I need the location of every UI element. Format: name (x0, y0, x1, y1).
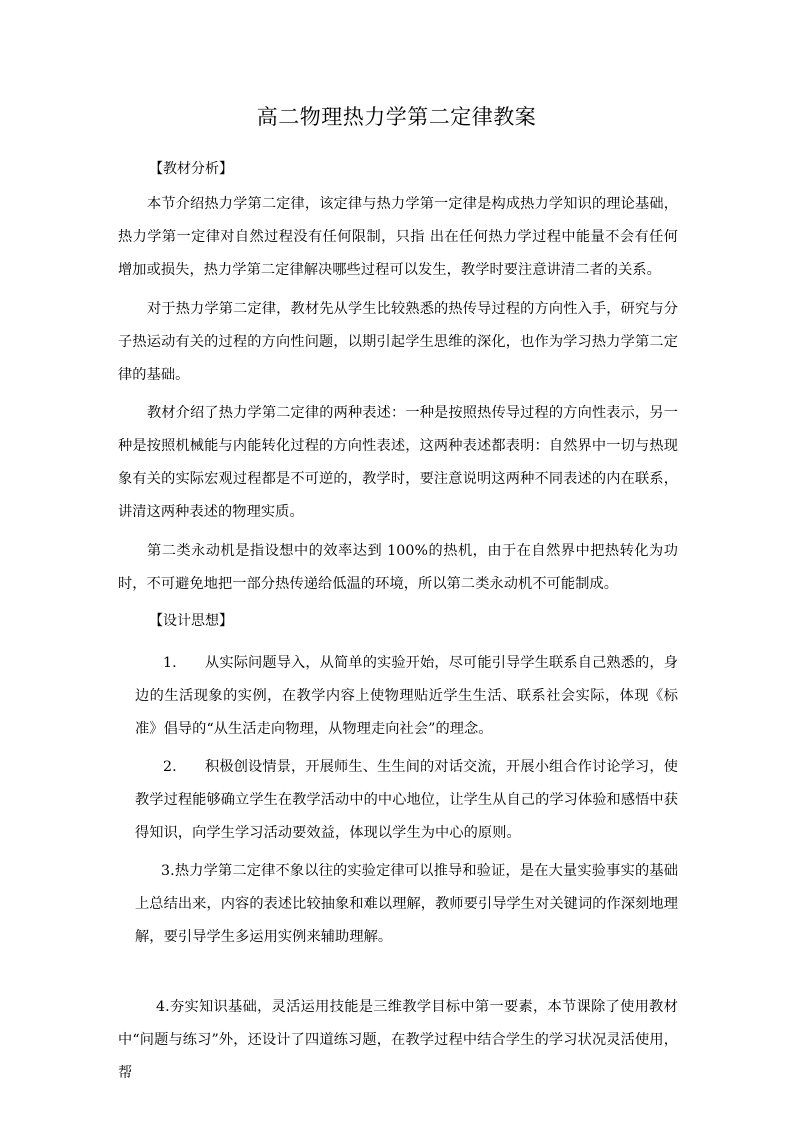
list-item (135, 751, 678, 850)
list-item: 3.热力学第二定律不象以往的实验定律可以推导和验证，是在大量实验事实的基础上总结出来，内容的表述比较抽象和难以理解，教师要引导学生对关键词的作深刻地理解，要引导学生多运用实例来辅助理解。 (135, 863, 678, 945)
paragraph: 对于热力学第二定律，教材先从学生比较熟悉的热传导过程的方向性入手，研究与分子热运动有关的过程的方向性问题，以期引起学生思维的深化，也作为学习热力学第二定律的基础。 (118, 301, 678, 383)
paragraph: 本节介绍热力学第二定律，该定律与热力学第一定律是构成热力学知识的理论基础，热力学第一定律对自然过程没有任何限制，只指 出在任何热力学过程中能量不会有任何增加或损失，热力学第二定律解决哪些过程可以发生，教学时要注意讲清二者的关系。 (118, 196, 678, 278)
list-item-text: 从实际问题导入，从简单的实验开始，尽可能引导学生联系自己熟悉的，身边的生活现象的实例，在教学内容上使物理贴近学生生活、联系社会实际，体现《标准》倡导的“从生活走向物理，从物理走向社会”的理念。 (135, 655, 678, 737)
list-item-text: 积极创设情景，开展师生、生生间的对话交流，开展小组合作讨论学习，使教学过程能够确立学生在教学活动中的中心地位，让学生从自己的学习体验和感悟中获得知识，向学生学习活动要效益，体现以学生为中心的原则。 (135, 759, 678, 841)
paragraph: 教材介绍了热力学第二定律的两种表述：一种是按照热传导过程的方向性表示，另一种是按照机械能与内能转化过程的方向性表述，这两种表述都表明：自然界中一切与热现象有关的实际宏观过程都是不可逆的，教学时，要注意说明这两种不同表述的内在联系，讲清这两种表述的物理实质。 (118, 405, 678, 520)
section-heading-textbook-analysis: 【教材分析】 (149, 161, 233, 177)
list-item-number: 1. (163, 655, 177, 671)
paragraph: 第二类永动机是指设想中的效率达到 100%的热机，由于在自然界中把热转化为功时，不可避免地把一部分热传递给低温的环境，所以第二类永动机不可能制成。 (118, 543, 678, 592)
list-item-number: 2. (163, 759, 177, 775)
list-item (135, 647, 678, 746)
document-title: 高二物理热力学第二定律教案 (256, 105, 537, 129)
section-heading-design-idea: 【设计思想】 (149, 613, 233, 629)
list-item: 4.夯实知识基础，灵活运用技能是三维教学目标中第一要素，本节课除了使用教材中“问题与练习”外，还设计了四道练习题，在教学过程中结合学生的学习状况灵活使用，帮 (118, 999, 678, 1081)
